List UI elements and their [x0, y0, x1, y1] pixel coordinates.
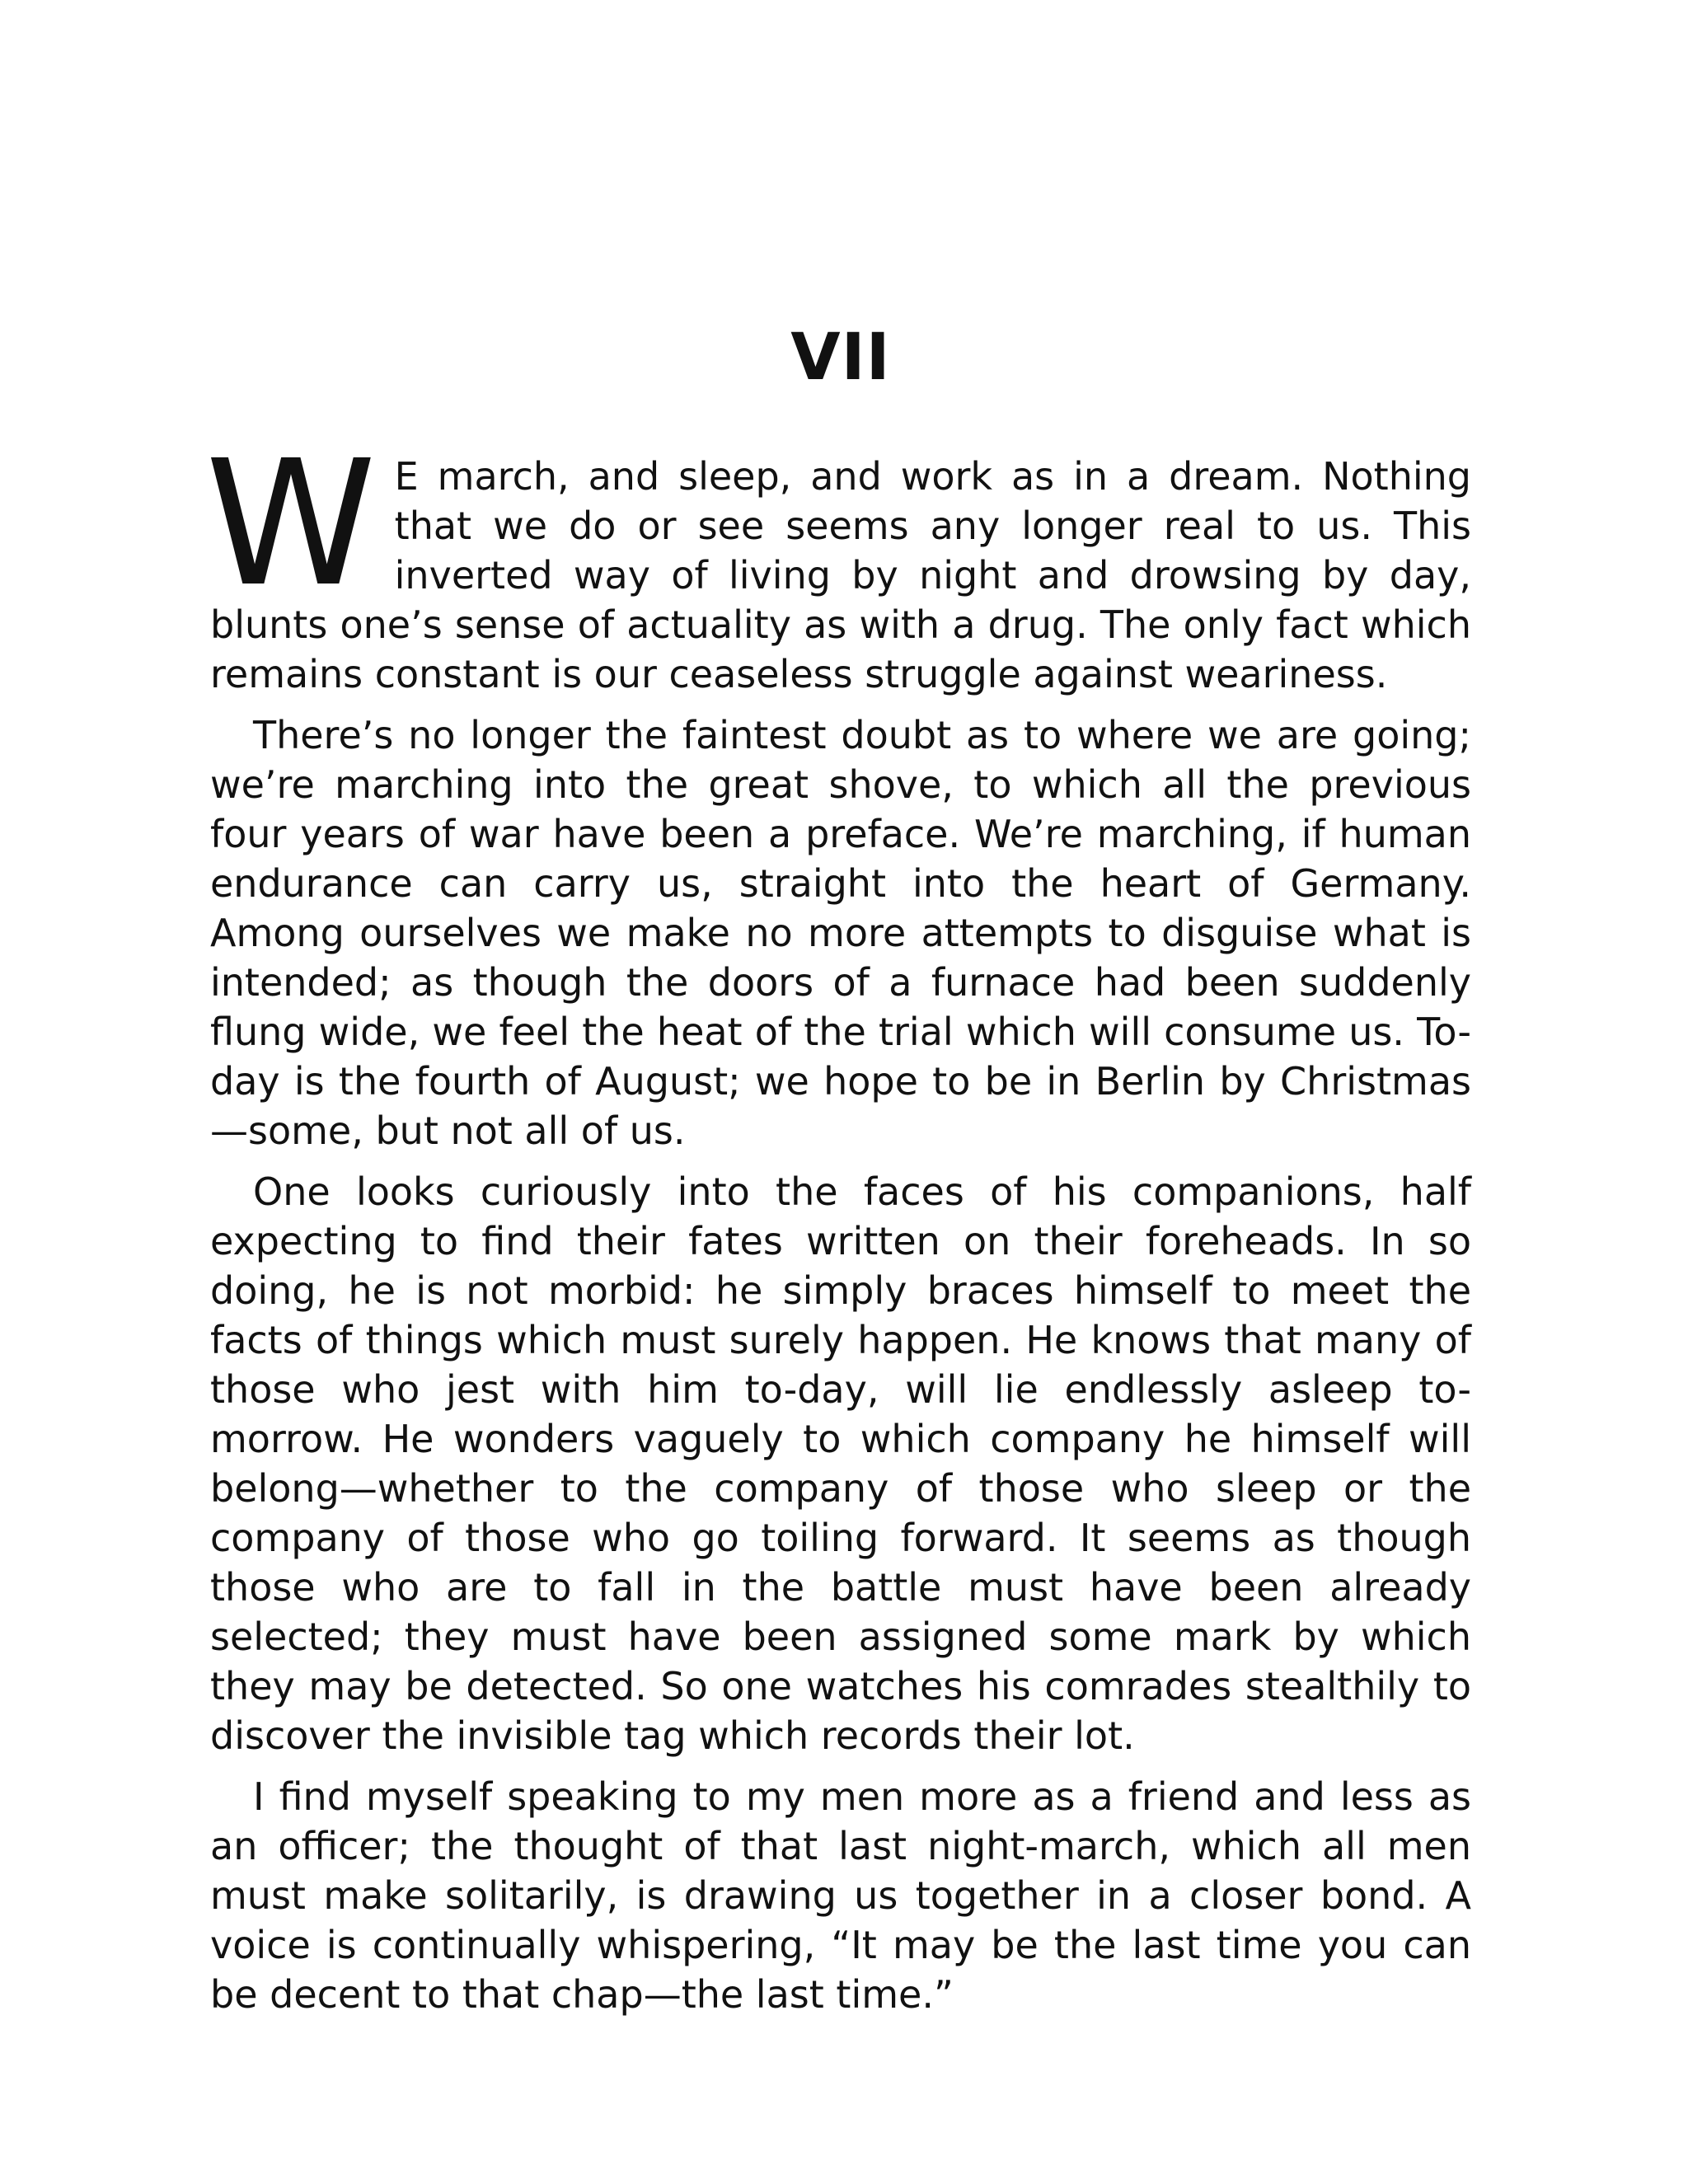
paragraph-text: E march, and sleep, and work as in a dream. Nothing that we do or see seems any longer real to us. This inverted way of living by night and drowsing by day, blunts one’s sense of actuality as with a drug. The only fact which remains constant is our ceaseless struggle against weariness. — [210, 454, 1471, 696]
drop-cap-letter: W — [205, 423, 373, 625]
chapter-heading: VII — [790, 321, 891, 395]
paragraph-4: I find myself speaking to my men more as a friend and less as an officer; the thought of that last night-march, which all men must make solitarily, is drawing us together in a closer bond. A voice is continually whispering, “It may be the last time you can be decent to that chap—the last time.” — [210, 1774, 1471, 2017]
book-page — [205, 321, 1471, 2031]
paragraph-3: One looks curiously into the faces of his companions, half expecting to find their fates written on their foreheads. In so doing, he is not morbid: he simply braces himself to meet the facts of things which must surely happen. He knows that many of those who jest with him to-day, will lie endlessly asleep to-morrow. He wonders vaguely to which company he himself will belong—whether to the company of those who sleep or the company of those who go toiling forward. It seems as though those who are to fall in the battle must have been already selected; they must have been assigned some mark by which they may be detected. So one watches his comrades stealthily to discover the invisible tag which records their lot. — [210, 1169, 1471, 1758]
paragraph-1 — [205, 423, 1471, 699]
paragraph-2: There’s no longer the faintest doubt as to where we are going; we’re marching into the great shove, to which all the previous four years of war have been a preface. We’re marching, if human endurance can carry us, straight into the heart of Germany. Among ourselves we make no more attempts to disguise what is intended; as though the doors of a furnace had been suddenly flung wide, we feel the heat of the trial which will consume us. To-day is the fourth of August; we hope to be in Berlin by Christmas—some, but not all of us. — [210, 713, 1471, 1153]
